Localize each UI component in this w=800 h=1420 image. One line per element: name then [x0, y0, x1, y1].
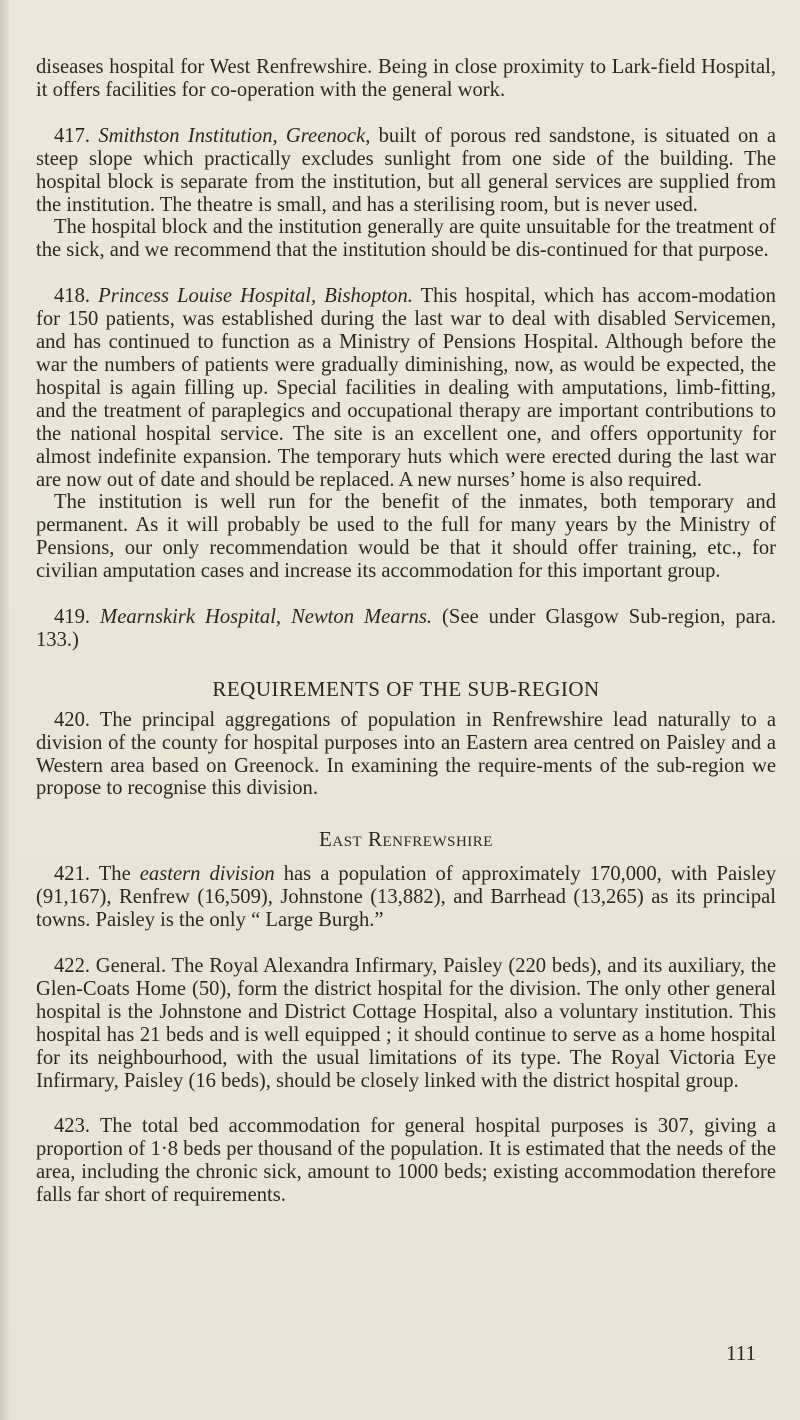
institution-name: Mearnskirk Hospital, Newton Mearns. — [100, 606, 433, 629]
paragraph-continued: diseases hospital for West Renfrewshire. Being in close proximity to Lark-field Hospital, it offers facilities for co-operation with the general work. — [36, 56, 776, 101]
paragraph-422: 422. General. The Royal Alexandra Infirmary, Paisley (220 beds), and its auxiliary, the Glen-Coats Home (50), form the district hospital for the division. The only other general hospital is the Johnstone and District Cottage Hospital, also a voluntary institution. This hospital has 21 beds and is well equipped ; it should continue to serve as a home hospital for its neighbourhood, with the usual limitations of its type. The Royal Victoria Eye Infirmary, Paisley (16 beds), should be closely linked with the district hospital group. — [36, 955, 776, 1092]
paragraph-text: has a population of approximately 170,000, with Paisley (91,167), Renfrew (16,509), Johnstone (13,882), and Barrhead (13,265) as its principal towns. Paisley is the only “ Large Burgh.” — [36, 863, 776, 932]
paragraph-text: built of porous red sandstone, is situated on a steep slope which practically excludes sunlight from one side of the building. The hospital block is separate from the institution, but all general services are supplied from the institution. The theatre is small, and has a sterilising room, but is never used. — [36, 124, 776, 216]
para-number: 419. — [54, 606, 91, 629]
page-number: 111 — [726, 1341, 756, 1365]
para-number: 418. — [54, 285, 91, 308]
page-content — [36, 56, 776, 1207]
para-number: 417. — [54, 124, 91, 147]
paragraph-text: (See under Glasgow Sub-region, para. 133.) — [36, 606, 776, 651]
paragraph-421 — [36, 863, 776, 932]
paragraph-420: 420. The principal aggregations of population in Renfrewshire lead naturally to a division of the county for hospital purposes into an Eastern area centred on Paisley and a Western area based on Greenock. In examining the require-ments of the sub-region we propose to recognise this division. — [36, 708, 776, 800]
section-subheading: East Renfrewshire — [319, 827, 493, 852]
paragraph-418 — [36, 285, 776, 491]
paragraph-423: 423. The total bed accommodation for general hospital purposes is 307, giving a proportion of 1·8 beds per thousand of the population. It is estimated that the needs of the area, including the chronic sick, amount to 1000 beds; existing accommodation therefore falls far short of requirements. — [36, 1115, 776, 1207]
institution-name: Princess Louise Hospital, Bishopton. — [98, 285, 413, 308]
paragraph-418-continued: The institution is well run for the benefit of the inmates, both temporary and permanent. As it will probably be used to the full for many years by the Ministry of Pensions, our only recommendation would be that it should offer training, etc., for civilian amputation cases and increase its accommodation for this important group. — [36, 491, 776, 583]
paragraph-text: This hospital, which has accom-modation for 150 patients, was established during the last war to deal with disabled Servicemen, and has continued to function as a Ministry of Pensions Hospital. Although before the war the numbers of patients were gradually diminishing, now, as would be expected, the hospital is again filling up. Special facilities in dealing with amputations, limb-fitting, and the treatment of paraplegics and occupational therapy are important contributions to the national hospital service. The site is an excellent one, and offers opportunity for almost indefinite expansion. The temporary huts which were erected during the last war are now out of date and should be replaced. A new nurses’ home is also required. — [36, 285, 776, 491]
page-edge — [0, 0, 9, 1420]
paragraph-417 — [36, 125, 776, 217]
division-name: eastern division — [139, 863, 275, 886]
paragraph-text: The — [90, 863, 140, 886]
institution-name: Smithston Institution, Greenock, — [98, 124, 371, 147]
paragraph-419 — [36, 606, 776, 652]
paragraph-417-continued: The hospital block and the institution generally are quite unsuitable for the treatment of the sick, and we recommend that the institution should be dis-continued for that purpose. — [36, 216, 776, 262]
section-heading: REQUIREMENTS OF THE SUB-REGION — [212, 676, 600, 701]
para-number: 421. — [54, 863, 91, 886]
